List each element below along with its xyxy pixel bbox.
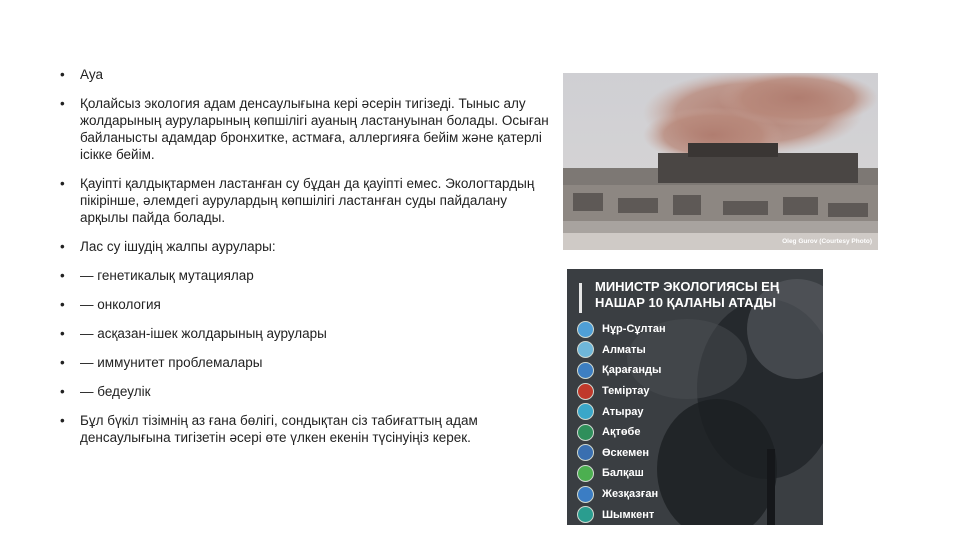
- bullet-text: Лас су ішудің жалпы аурулары:: [80, 239, 276, 254]
- bullet-item: [58, 354, 558, 371]
- city-item: [577, 401, 666, 422]
- bullet-item: [58, 267, 558, 284]
- bullet-text: — онкология: [80, 297, 161, 312]
- bullet-dot-icon: •: [60, 355, 65, 370]
- city-emblem-icon: [577, 486, 594, 503]
- bullet-item: [58, 325, 558, 342]
- city-item: [577, 484, 666, 505]
- city-name: Шымкент: [602, 508, 655, 521]
- city-item: [577, 422, 666, 443]
- bullet-item: [58, 296, 558, 313]
- bullet-list: [58, 66, 558, 458]
- bullet-dot-icon: •: [60, 239, 65, 254]
- city-item: [577, 340, 666, 361]
- bullet-text: Бұл бүкіл тізімнің аз ғана бөлігі, сондықтан сіз табиғаттың адам денсаулығына тигізетін әсері өте үлкен екенін түсінуіңіз керек.: [80, 413, 478, 445]
- city-emblem-icon: [577, 403, 594, 420]
- pollution-photo: [563, 73, 878, 250]
- bullet-dot-icon: •: [60, 96, 65, 111]
- bullet-text: Қолайсыз экология адам денсаулығына кері әсерін тигізеді. Тыныс алу жолдарының ауруларының көпшілігі ауаның ластануынан болады. Осыған байланысты адамдар бронхитке, астмаға, аллергияға бейім және қатерлі ісікке бейім.: [80, 96, 549, 162]
- bullet-dot-icon: •: [60, 326, 65, 341]
- bullet-item: [58, 238, 558, 255]
- bullet-dot-icon: •: [60, 413, 65, 428]
- city-name: Өскемен: [602, 446, 650, 459]
- bullet-dot-icon: •: [60, 384, 65, 399]
- city-emblem-icon: [577, 444, 594, 461]
- bullet-item: [58, 412, 558, 446]
- bullet-dot-icon: •: [60, 297, 65, 312]
- bullet-dot-icon: •: [60, 67, 65, 82]
- city-name: Алматы: [602, 343, 646, 356]
- worst-cities-poster: [567, 269, 823, 525]
- bullet-item: [58, 175, 558, 226]
- city-item: [577, 319, 666, 340]
- city-emblem-icon: [577, 465, 594, 482]
- bullet-text: — асқазан-ішек жолдарының аурулары: [80, 326, 327, 341]
- city-name: Атырау: [602, 405, 644, 418]
- city-emblem-icon: [577, 506, 594, 523]
- city-emblem-icon: [577, 362, 594, 379]
- city-item: [577, 463, 666, 484]
- city-list: [577, 319, 666, 525]
- bullet-text: Қауіпті қалдықтармен ластанған су бұдан да қауіпті емес. Экологтардың пікірінше, әлемдегі аурулардың көпшілігі ластанған суды пайдалану арқылы пайда болады.: [80, 176, 535, 225]
- city-name: Теміртау: [602, 385, 650, 398]
- bullet-text: — генетикалық мутациялар: [80, 268, 254, 283]
- poster-title: МИНИСТР ЭКОЛОГИЯСЫ ЕҢ НАШАР 10 ҚАЛАНЫ АТАДЫ: [595, 279, 780, 310]
- bullet-item: [58, 66, 558, 83]
- title-accent-bar: [579, 283, 582, 313]
- city-emblem-icon: [577, 383, 594, 400]
- city-emblem-icon: [577, 321, 594, 338]
- bullet-text: — иммунитет проблемалары: [80, 355, 263, 370]
- city-item: [577, 504, 666, 525]
- city-item: [577, 360, 666, 381]
- bullet-dot-icon: •: [60, 268, 65, 283]
- city-emblem-icon: [577, 424, 594, 441]
- bullet-text: Ауа: [80, 67, 103, 82]
- city-item: [577, 443, 666, 464]
- bullet-dot-icon: •: [60, 176, 65, 191]
- city-name: Балқаш: [602, 467, 644, 480]
- city-emblem-icon: [577, 341, 594, 358]
- photo-credit: Oleg Gurov (Courtesy Photo): [782, 238, 872, 245]
- city-name: Нұр-Сұлтан: [602, 323, 666, 336]
- city-name: Жезқазған: [602, 488, 659, 501]
- factory-smoke-image: [563, 73, 878, 250]
- city-item: [577, 381, 666, 402]
- bullet-item: [58, 383, 558, 400]
- city-name: Қарағанды: [602, 364, 662, 377]
- bullet-item: [58, 95, 558, 163]
- city-name: Ақтөбе: [602, 426, 641, 439]
- bullet-text: — бедеулік: [80, 384, 151, 399]
